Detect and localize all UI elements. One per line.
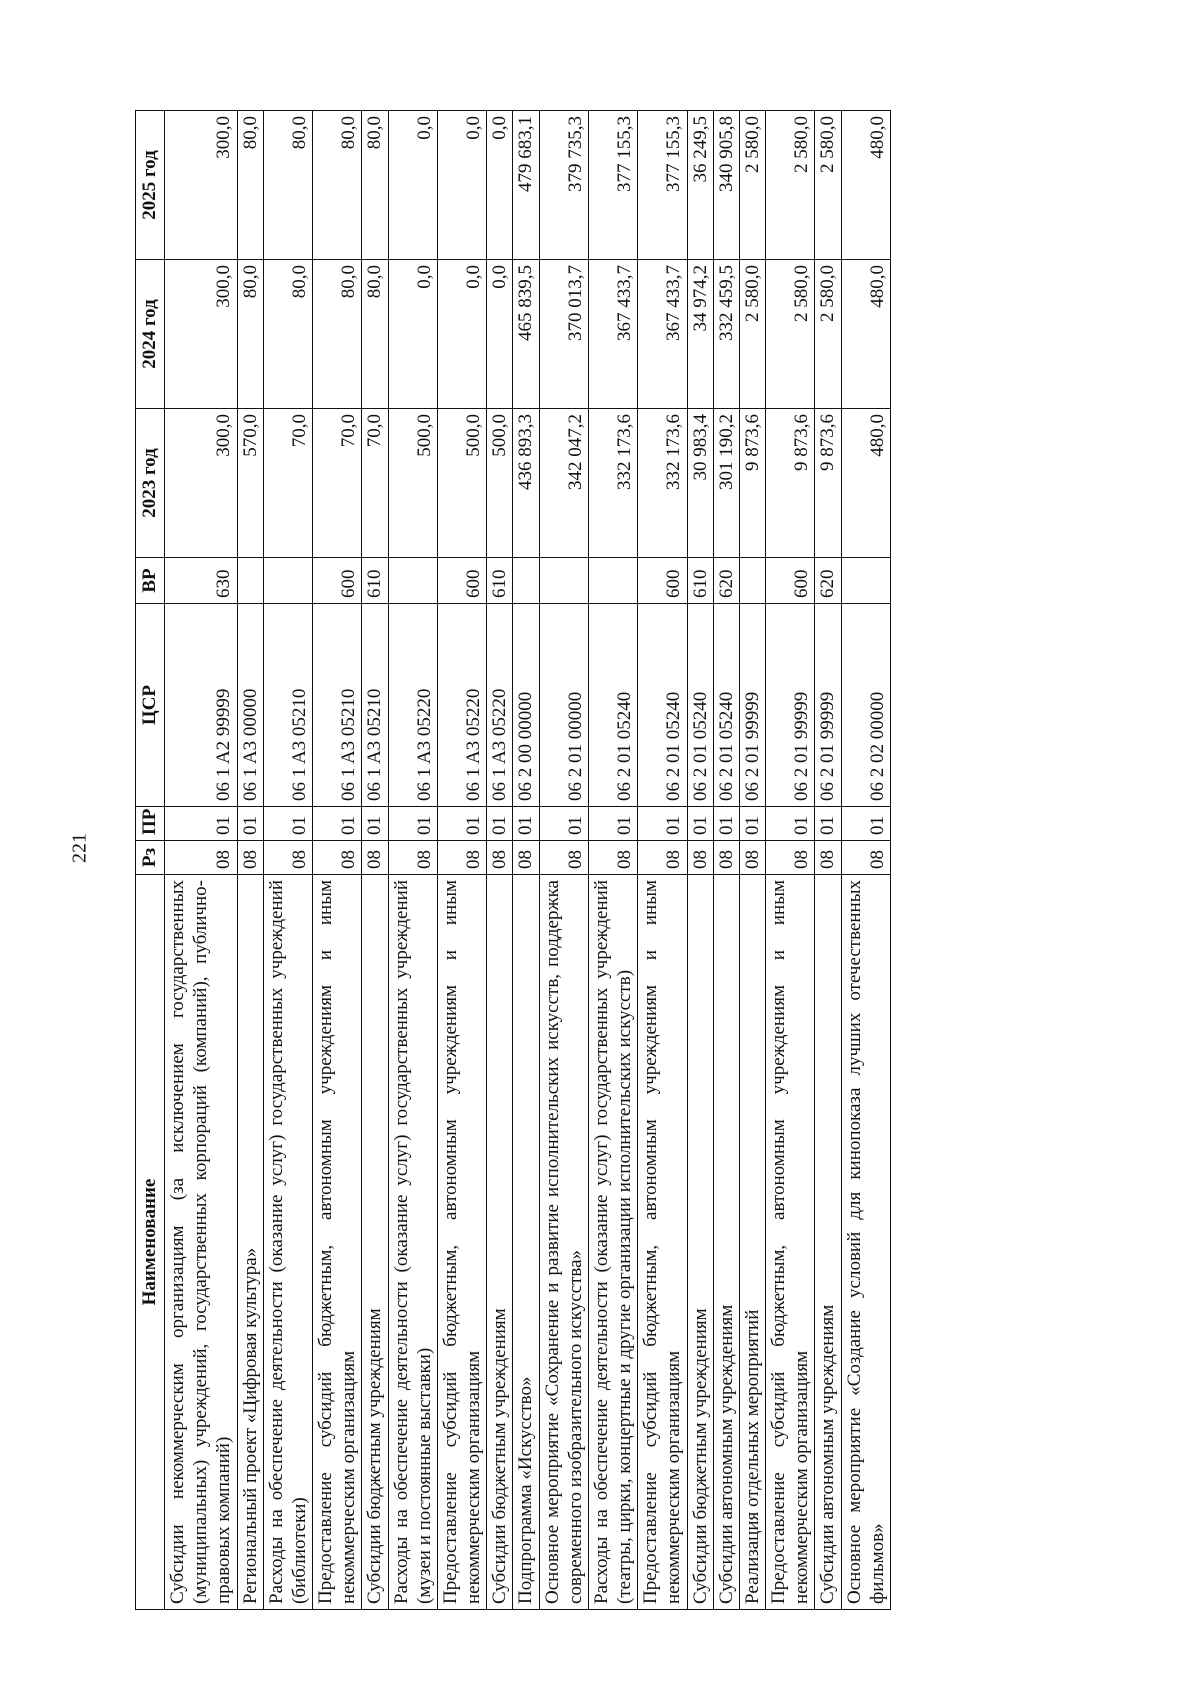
row-rz-cell: 08: [766, 841, 815, 875]
row-2024-cell: 80,0: [237, 260, 263, 409]
row-pr-cell: 01: [713, 807, 739, 841]
row-rz-cell: 08: [638, 841, 687, 875]
row-csr-cell: 06 1 A3 05210: [362, 604, 388, 807]
budget-table: [135, 110, 891, 1610]
row-2025-cell: 377 155,3: [638, 111, 687, 260]
row-rz-cell: 08: [687, 841, 713, 875]
row-2025-cell: 2 580,0: [815, 111, 841, 260]
row-name-cell: Расходы на обеспечение деятельности (оказание услуг) государственных учреждений (театры, цирки, концертные и другие организации исполнительских искусств): [588, 875, 637, 1610]
row-name-cell: Подпрограмма «Искусство»: [513, 875, 539, 1610]
row-csr-cell: 06 1 A3 05220: [437, 604, 486, 807]
row-2024-cell: 367 433,7: [588, 260, 637, 409]
row-name-cell: Расходы на обеспечение деятельности (оказание услуг) государственных учреждений (музеи и постоянные выставки): [388, 875, 437, 1610]
row-rz-cell: 08: [713, 841, 739, 875]
row-2024-cell: 480,0: [841, 260, 890, 409]
row-2024-cell: 0,0: [437, 260, 486, 409]
row-2023-cell: 9 873,6: [815, 409, 841, 558]
row-pr-cell: 01: [437, 807, 486, 841]
row-2023-cell: 332 173,6: [638, 409, 687, 558]
table-row: [713, 111, 739, 1610]
row-name-cell: Субсидии автономным учреждениям: [815, 875, 841, 1610]
row-name-cell: Субсидии бюджетным учреждениям: [487, 875, 513, 1610]
row-2025-cell: 0,0: [487, 111, 513, 260]
row-csr-cell: 06 2 01 05240: [588, 604, 637, 807]
row-2025-cell: 0,0: [437, 111, 486, 260]
row-2024-cell: 367 433,7: [638, 260, 687, 409]
table-row: [263, 111, 312, 1610]
row-2023-cell: 500,0: [487, 409, 513, 558]
row-rz-cell: 08: [588, 841, 637, 875]
row-vr-cell: [237, 558, 263, 604]
row-2023-cell: 342 047,2: [539, 409, 588, 558]
row-vr-cell: [513, 558, 539, 604]
row-rz-cell: 08: [263, 841, 312, 875]
table-body: [165, 111, 891, 1610]
rotated-table-wrapper: [135, 110, 1070, 1610]
row-2024-cell: 0,0: [388, 260, 437, 409]
table-row: [638, 111, 687, 1610]
row-2025-cell: 80,0: [362, 111, 388, 260]
row-name-cell: Региональный проект «Цифровая культура»: [237, 875, 263, 1610]
table-row: [313, 111, 362, 1610]
table-row: [513, 111, 539, 1610]
page-number: 221: [68, 833, 91, 863]
row-pr-cell: 01: [687, 807, 713, 841]
row-pr-cell: 01: [487, 807, 513, 841]
table-row: [165, 111, 238, 1610]
row-2025-cell: 2 580,0: [766, 111, 815, 260]
row-csr-cell: 06 1 A3 05220: [388, 604, 437, 807]
table-row: [739, 111, 765, 1610]
row-vr-cell: 610: [687, 558, 713, 604]
row-name-cell: Субсидии автономным учреждениям: [713, 875, 739, 1610]
table-row: [362, 111, 388, 1610]
header-2023: 2023 год: [136, 409, 165, 558]
row-rz-cell: 08: [313, 841, 362, 875]
row-pr-cell: 01: [388, 807, 437, 841]
row-csr-cell: 06 2 01 99999: [766, 604, 815, 807]
header-2025: 2025 год: [136, 111, 165, 260]
row-2024-cell: 300,0: [165, 260, 238, 409]
row-rz-cell: 08: [815, 841, 841, 875]
row-csr-cell: 06 2 01 99999: [739, 604, 765, 807]
row-2023-cell: 332 173,6: [588, 409, 637, 558]
row-csr-cell: 06 2 01 99999: [815, 604, 841, 807]
row-name-cell: Основное мероприятие «Сохранение и развитие исполнительских искусств, поддержка современного изобразительного искусства»: [539, 875, 588, 1610]
row-vr-cell: 620: [815, 558, 841, 604]
row-rz-cell: 08: [739, 841, 765, 875]
row-2024-cell: 332 459,5: [713, 260, 739, 409]
row-2023-cell: 9 873,6: [739, 409, 765, 558]
row-csr-cell: 06 2 01 05240: [638, 604, 687, 807]
row-pr-cell: 01: [739, 807, 765, 841]
row-pr-cell: 01: [766, 807, 815, 841]
row-2023-cell: 500,0: [388, 409, 437, 558]
row-rz-cell: 08: [487, 841, 513, 875]
row-vr-cell: 610: [362, 558, 388, 604]
row-rz-cell: 08: [539, 841, 588, 875]
row-pr-cell: 01: [165, 807, 238, 841]
row-2024-cell: 0,0: [487, 260, 513, 409]
row-vr-cell: [739, 558, 765, 604]
row-pr-cell: 01: [841, 807, 890, 841]
table-row: [487, 111, 513, 1610]
row-vr-cell: 610: [487, 558, 513, 604]
row-2025-cell: 377 155,3: [588, 111, 637, 260]
row-2024-cell: 34 974,2: [687, 260, 713, 409]
row-vr-cell: [588, 558, 637, 604]
row-csr-cell: 06 2 01 05240: [713, 604, 739, 807]
row-vr-cell: 620: [713, 558, 739, 604]
row-pr-cell: 01: [588, 807, 637, 841]
row-2023-cell: 70,0: [362, 409, 388, 558]
table-row: [388, 111, 437, 1610]
row-name-cell: Предоставление субсидий бюджетным, автономным учреждениям и иным некоммерческим организациям: [437, 875, 486, 1610]
table-row: [237, 111, 263, 1610]
row-csr-cell: 06 1 A2 99999: [165, 604, 238, 807]
row-2023-cell: 70,0: [313, 409, 362, 558]
row-2024-cell: 2 580,0: [766, 260, 815, 409]
row-name-cell: Субсидии бюджетным учреждениям: [362, 875, 388, 1610]
row-vr-cell: [539, 558, 588, 604]
row-vr-cell: 630: [165, 558, 238, 604]
row-2025-cell: 36 249,5: [687, 111, 713, 260]
row-name-cell: Предоставление субсидий бюджетным, автономным учреждениям и иным некоммерческим организациям: [638, 875, 687, 1610]
row-2023-cell: 500,0: [437, 409, 486, 558]
row-2023-cell: 436 893,3: [513, 409, 539, 558]
header-2024: 2024 год: [136, 260, 165, 409]
table-row: [437, 111, 486, 1610]
table-row: [766, 111, 815, 1610]
row-2024-cell: 465 839,5: [513, 260, 539, 409]
row-csr-cell: 06 2 02 00000: [841, 604, 890, 807]
header-vr: ВР: [136, 558, 165, 604]
row-name-cell: Реализация отдельных мероприятий: [739, 875, 765, 1610]
row-2024-cell: 80,0: [313, 260, 362, 409]
row-name-cell: Предоставление субсидий бюджетным, автономным учреждениям и иным некоммерческим организациям: [766, 875, 815, 1610]
row-vr-cell: [388, 558, 437, 604]
row-2025-cell: 480,0: [841, 111, 890, 260]
row-pr-cell: 01: [513, 807, 539, 841]
row-pr-cell: 01: [263, 807, 312, 841]
row-2025-cell: 300,0: [165, 111, 238, 260]
row-2023-cell: 570,0: [237, 409, 263, 558]
header-csr: ЦСР: [136, 604, 165, 807]
table-header-row: [136, 111, 165, 1610]
row-pr-cell: 01: [638, 807, 687, 841]
row-vr-cell: [841, 558, 890, 604]
row-2024-cell: 370 013,7: [539, 260, 588, 409]
row-2025-cell: 0,0: [388, 111, 437, 260]
row-2023-cell: 300,0: [165, 409, 238, 558]
row-2025-cell: 340 905,8: [713, 111, 739, 260]
row-2024-cell: 2 580,0: [815, 260, 841, 409]
row-2024-cell: 2 580,0: [739, 260, 765, 409]
table-row: [687, 111, 713, 1610]
row-2025-cell: 479 683,1: [513, 111, 539, 260]
row-name-cell: Субсидии бюджетным учреждениям: [687, 875, 713, 1610]
table-row: [588, 111, 637, 1610]
table-row: [539, 111, 588, 1610]
row-vr-cell: 600: [766, 558, 815, 604]
row-rz-cell: 08: [437, 841, 486, 875]
row-2025-cell: 2 580,0: [739, 111, 765, 260]
row-name-cell: Предоставление субсидий бюджетным, автономным учреждениям и иным некоммерческим организациям: [313, 875, 362, 1610]
row-csr-cell: 06 1 A3 05210: [313, 604, 362, 807]
row-2024-cell: 80,0: [263, 260, 312, 409]
row-vr-cell: [263, 558, 312, 604]
row-pr-cell: 01: [237, 807, 263, 841]
row-2025-cell: 80,0: [313, 111, 362, 260]
row-rz-cell: 08: [237, 841, 263, 875]
row-csr-cell: 06 1 A3 05220: [487, 604, 513, 807]
row-2023-cell: 301 190,2: [713, 409, 739, 558]
row-2023-cell: 70,0: [263, 409, 312, 558]
row-2023-cell: 480,0: [841, 409, 890, 558]
row-name-cell: Субсидии некоммерческим организациям (за исключением государственных (муниципальных) учреждений, государственных корпораций (компаний), публично-правовых компаний): [165, 875, 238, 1610]
row-2023-cell: 30 983,4: [687, 409, 713, 558]
header-pr: ПР: [136, 807, 165, 841]
row-vr-cell: 600: [638, 558, 687, 604]
row-csr-cell: 06 2 01 05240: [687, 604, 713, 807]
row-rz-cell: 08: [362, 841, 388, 875]
row-csr-cell: 06 2 01 00000: [539, 604, 588, 807]
row-2025-cell: 80,0: [263, 111, 312, 260]
row-2025-cell: 80,0: [237, 111, 263, 260]
row-name-cell: Расходы на обеспечение деятельности (оказание услуг) государственных учреждений (библиотеки): [263, 875, 312, 1610]
row-pr-cell: 01: [815, 807, 841, 841]
row-csr-cell: 06 1 A3 00000: [237, 604, 263, 807]
row-pr-cell: 01: [313, 807, 362, 841]
row-pr-cell: 01: [362, 807, 388, 841]
row-rz-cell: 08: [165, 841, 238, 875]
row-vr-cell: 600: [313, 558, 362, 604]
table-row: [815, 111, 841, 1610]
header-name: Наименование: [136, 875, 165, 1610]
row-2025-cell: 379 735,3: [539, 111, 588, 260]
row-pr-cell: 01: [539, 807, 588, 841]
row-rz-cell: 08: [841, 841, 890, 875]
row-2023-cell: 9 873,6: [766, 409, 815, 558]
row-rz-cell: 08: [388, 841, 437, 875]
table-row: [841, 111, 890, 1610]
row-csr-cell: 06 1 A3 05210: [263, 604, 312, 807]
row-csr-cell: 06 2 00 00000: [513, 604, 539, 807]
row-2024-cell: 80,0: [362, 260, 388, 409]
header-rz: Рз: [136, 841, 165, 875]
row-name-cell: Основное мероприятие «Создание условий для кинопоказа лучших отечественных фильмов»: [841, 875, 890, 1610]
row-rz-cell: 08: [513, 841, 539, 875]
row-vr-cell: 600: [437, 558, 486, 604]
